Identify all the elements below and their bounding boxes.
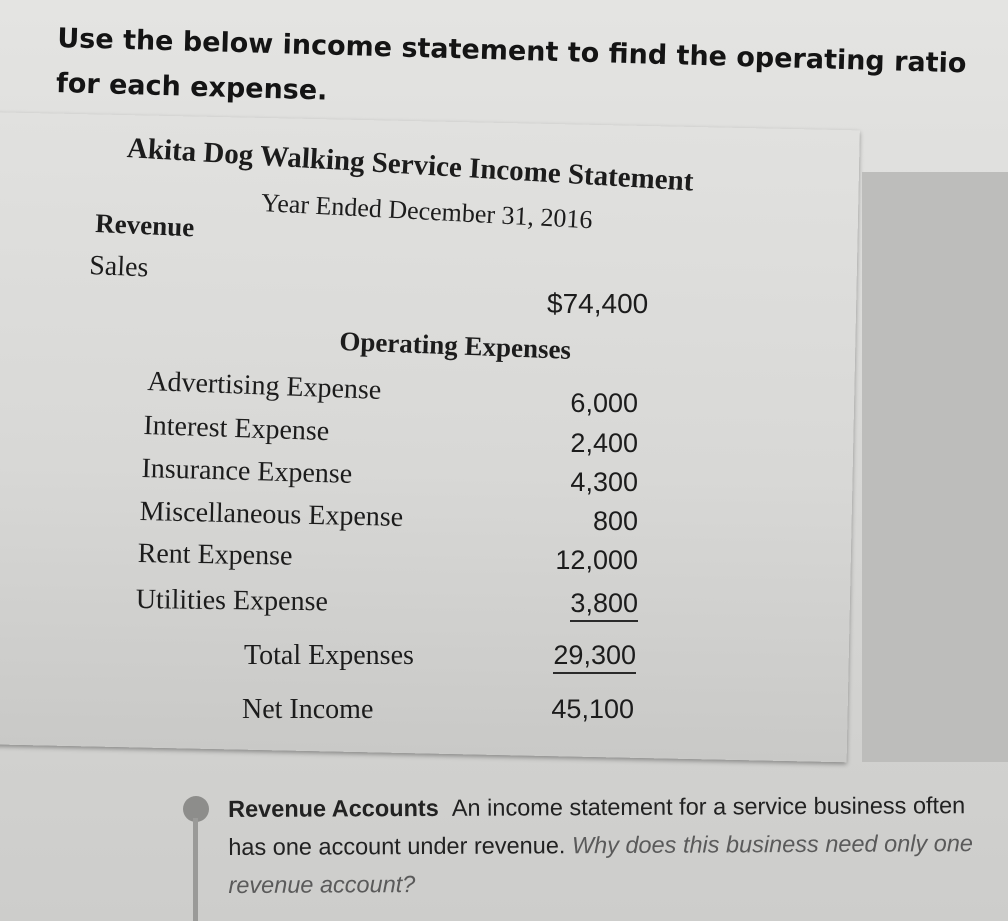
note-heading: Revenue Accounts xyxy=(228,794,439,822)
total-expenses-cell xyxy=(496,640,636,671)
expense-amount: 12,000 xyxy=(555,545,638,575)
expense-label: Insurance Expense xyxy=(141,453,353,490)
note-question: Why does this business need only one revenue account? xyxy=(228,830,974,898)
expense-amount: 3,800 xyxy=(570,588,638,622)
expense-label: Advertising Expense xyxy=(146,366,382,406)
statement-period: Year Ended December 31, 2016 xyxy=(260,188,594,235)
expense-amount-cell xyxy=(498,588,638,619)
total-expenses-label: Total Expenses xyxy=(244,640,414,671)
sales-amount: $74,400 xyxy=(547,288,649,319)
expense-amount: 800 xyxy=(592,506,638,536)
expense-label: Rent Expense xyxy=(137,538,293,572)
total-expenses-amount: 29,300 xyxy=(553,640,636,674)
note-body: An income statement for a service business often has one account under revenue. xyxy=(228,792,966,860)
note-side-bar xyxy=(193,818,198,921)
page-edge-shadow xyxy=(862,172,1008,762)
expense-label: Miscellaneous Expense xyxy=(139,496,404,533)
revenue-accounts-note xyxy=(228,786,989,904)
sales-label: Sales xyxy=(88,250,150,284)
net-income-amount: 45,100 xyxy=(551,694,634,724)
statement-title: Akita Dog Walking Service Income Statement xyxy=(126,132,695,198)
revenue-heading: Revenue xyxy=(94,208,195,243)
question-prompt: Use the below income statement to find the operating ratio for each expense. xyxy=(55,22,967,107)
expense-label: Utilities Expense xyxy=(135,584,329,618)
expense-amount: 6,000 xyxy=(570,388,638,418)
net-income-label: Net Income xyxy=(242,694,374,725)
expense-amount: 4,300 xyxy=(570,467,638,497)
expense-label: Interest Expense xyxy=(142,410,330,448)
operating-expenses-heading: Operating Expenses xyxy=(338,326,572,365)
expense-amount: 2,400 xyxy=(570,428,638,458)
